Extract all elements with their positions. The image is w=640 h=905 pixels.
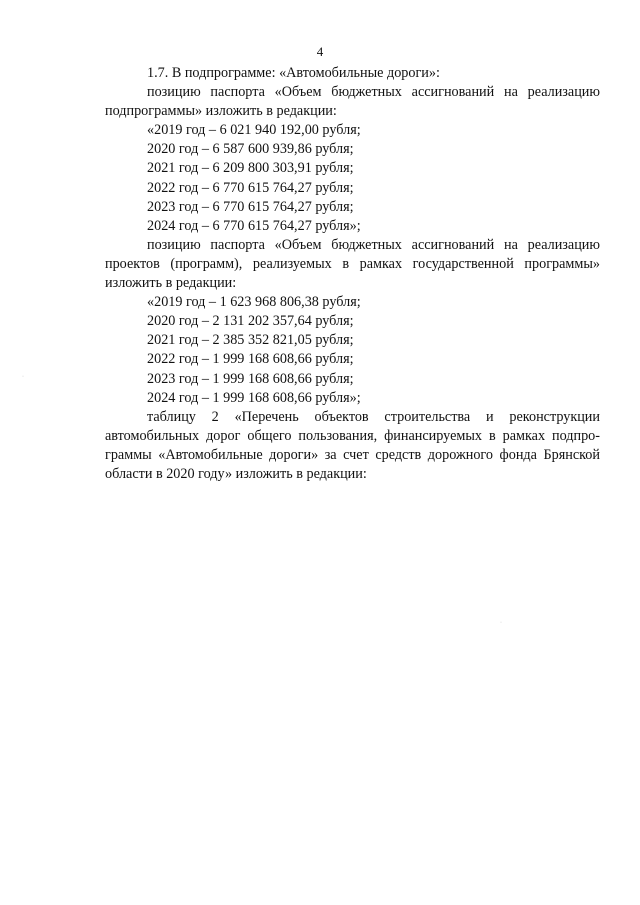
paragraph-line: проектов (программ), реализуемых в рамках государственной программы»: [105, 255, 600, 272]
budget-line-2021: 2021 год – 6 209 800 303,91 рубля;: [147, 160, 354, 177]
paragraph-line: позицию паспорта «Объем бюджетных ассигнований на реализацию: [147, 84, 600, 101]
budget-line-2019: «2019 год – 6 021 940 192,00 рубля;: [147, 122, 361, 139]
document-body: [105, 64, 600, 484]
paragraph-line: позицию паспорта «Объем бюджетных ассигнований на реализацию: [147, 236, 600, 253]
section-heading: 1.7. В подпрограмме: «Автомобильные дороги»:: [147, 65, 440, 81]
project-line-2020: 2020 год – 2 131 202 357,64 рубля;: [147, 313, 354, 330]
page-number: 4: [316, 44, 324, 59]
project-line-2023: 2023 год – 1 999 168 608,66 рубля;: [147, 370, 354, 387]
scan-speck: ·: [500, 620, 502, 626]
project-line-2019: «2019 год – 1 623 968 806,38 рубля;: [147, 294, 361, 311]
paragraph-line: подпрограммы» изложить в редакции:: [105, 103, 337, 120]
budget-line-2022: 2022 год – 6 770 615 764,27 рубля;: [147, 179, 354, 196]
project-line-2024: 2024 год – 1 999 168 608,66 рубля»;: [147, 389, 361, 406]
paragraph-line: автомобильных дорог общего пользования, финансируемых в рамках подпро-: [105, 427, 600, 444]
paragraph-line: изложить в редакции:: [105, 275, 237, 292]
paragraph-line: таблицу 2 «Перечень объектов строительства и реконструкции: [147, 408, 600, 425]
project-line-2021: 2021 год – 2 385 352 821,05 рубля;: [147, 332, 354, 349]
scan-speck: ·: [22, 374, 24, 380]
budget-line-2024: 2024 год – 6 770 615 764,27 рубля»;: [147, 217, 361, 234]
paragraph-line: области в 2020 году» изложить в редакции:: [105, 465, 367, 482]
budget-line-2020: 2020 год – 6 587 600 939,86 рубля;: [147, 141, 354, 158]
paragraph-line: граммы «Автомобильные дороги» за счет средств дорожного фонда Брянской: [105, 446, 600, 463]
budget-line-2023: 2023 год – 6 770 615 764,27 рубля;: [147, 198, 354, 215]
project-line-2022: 2022 год – 1 999 168 608,66 рубля;: [147, 351, 354, 368]
